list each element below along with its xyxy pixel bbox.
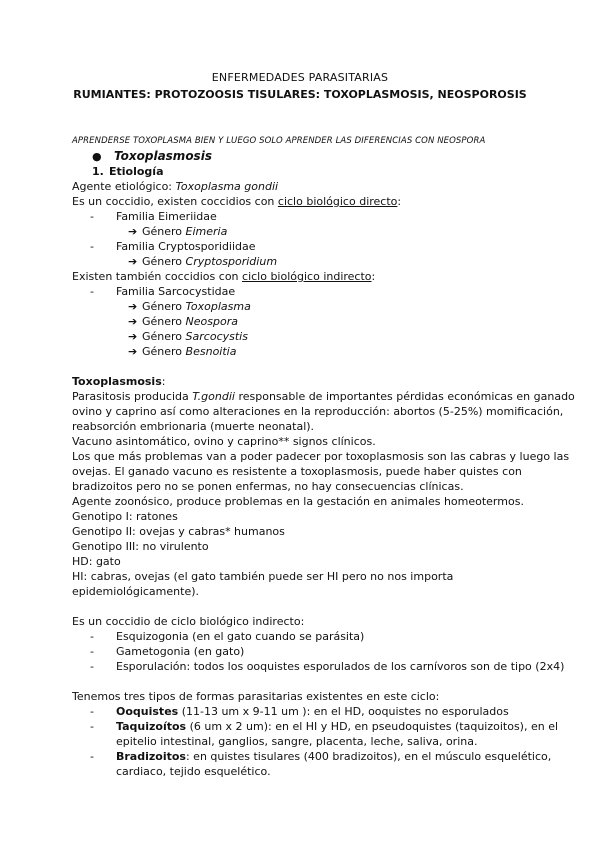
arrow-icon: ➔ — [128, 315, 138, 328]
direct-post: : — [397, 195, 402, 208]
toxo-heading — [72, 374, 165, 389]
paragraph-line: Genotipo II: ovejas y cabras* humanos — [72, 525, 285, 538]
paragraph-line: bradizoitos pero no se ponen enfermas, no hay consecuencias clínicas. — [72, 480, 464, 493]
genus-item — [128, 299, 251, 314]
subsection-heading — [92, 164, 164, 179]
paragraph-line: ovino y caprino así como alteraciones en la reproducción: abortos (5-25%) momificación, — [72, 405, 564, 418]
dash-marker: - — [90, 240, 94, 253]
dash-marker: - — [90, 630, 94, 643]
paragraph-line: Los que más problemas van a poder padecer por toxoplasmosis son las cabras y luego las — [72, 450, 570, 463]
arrow-icon: ➔ — [128, 330, 138, 343]
agent-name: Toxoplasma gondii — [175, 180, 279, 193]
forms-intro: Tenemos tres tipos de formas parasitarias existentes en este ciclo: — [72, 690, 440, 703]
bullet-icon: ● — [92, 150, 102, 163]
document-title: ENFERMEDADES PARASITARIAS — [211, 71, 389, 84]
family-label: Familia Cryptosporidiidae — [116, 240, 256, 253]
genus-item — [128, 224, 227, 239]
form-name: Bradizoitos — [116, 750, 186, 763]
arrow-icon: ➔ — [128, 300, 138, 313]
dash-marker: - — [90, 705, 94, 718]
family-item — [90, 239, 256, 254]
indirect-cycle-line — [72, 269, 375, 284]
cycle-item — [90, 644, 244, 659]
paragraph-line: Genotipo III: no virulento — [72, 540, 209, 553]
form-item — [90, 704, 509, 719]
indirect-post: : — [371, 270, 376, 283]
subsection-title: Etiología — [109, 165, 164, 178]
paragraph-line: epidemiológicamente). — [72, 585, 199, 598]
toxo-heading-text: Toxoplasmosis — [72, 375, 162, 388]
toxo-heading-colon: : — [161, 375, 166, 388]
paragraph-line: reabsorción embrionaria (muerte neonatal). — [72, 420, 315, 433]
genus-label: Género — [142, 345, 186, 358]
paragraph-line: Vacuno asintomático, ovino y caprino** signos clínicos. — [72, 435, 376, 448]
text-run: responsable de importantes pérdidas económicas en ganado — [234, 390, 575, 403]
text-run: Parasitosis producida — [72, 390, 193, 403]
form-item — [90, 749, 551, 764]
indirect-pre: Existen también coccidios con — [72, 270, 243, 283]
arrow-icon: ➔ — [128, 225, 138, 238]
form-text: : en quistes tisulares (400 bradizoitos), en el músculo esquelético, — [185, 750, 552, 763]
genus-item — [128, 254, 277, 269]
paragraph-line: HI: cabras, ovejas (el gato también puede ser HI pero no nos importa — [72, 570, 454, 583]
genus-name: Sarcocystis — [185, 330, 248, 343]
direct-cycle-term: ciclo biológico directo — [277, 195, 398, 208]
section-heading — [92, 149, 212, 164]
cycle-item — [90, 629, 364, 644]
dash-marker: - — [90, 285, 94, 298]
genus-label: Género — [142, 225, 186, 238]
dash-marker: - — [90, 720, 94, 733]
cycle-item-text: Esporulación: todos los ooquistes esporulados de los carnívoros son de tipo (2x4) — [116, 660, 565, 673]
paragraph-line: HD: gato — [72, 555, 121, 568]
document-subtitle: RUMIANTES: PROTOZOOSIS TISULARES: TOXOPLASMOSIS, NEOSPOROSIS — [73, 88, 527, 101]
form-name: Ooquistes — [116, 705, 179, 718]
family-item — [90, 284, 235, 299]
paragraph-line: Agente zoonósico, produce problemas en la gestación en animales homeotermos. — [72, 495, 524, 508]
direct-pre: Es un coccidio, existen coccidios con — [72, 195, 278, 208]
genus-name: Toxoplasma — [185, 300, 251, 313]
form-text: (6 um x 2 um): en el HI y HD, en pseudoquistes (taquizoitos), en el — [186, 720, 559, 733]
genus-name: Neospora — [185, 315, 238, 328]
family-item — [90, 209, 217, 224]
genus-label: Género — [142, 315, 186, 328]
cycle-item-text: Gametogonia (en gato) — [116, 645, 245, 658]
genus-item — [128, 314, 238, 329]
family-label: Familia Sarcocystidae — [116, 285, 236, 298]
study-note: APRENDERSE TOXOPLASMA BIEN Y LUEGO SOLO APRENDER LAS DIFERENCIAS CON NEOSPORA — [72, 136, 486, 146]
genus-name: Cryptosporidium — [185, 255, 278, 268]
paragraph-line: Genotipo I: ratones — [72, 510, 178, 523]
agent-line — [72, 179, 278, 194]
genus-item — [128, 344, 236, 359]
cycle-item-text: Esquizogonia (en el gato cuando se parásita) — [116, 630, 365, 643]
cycle-intro: Es un coccidio de ciclo biológico indirecto: — [72, 615, 305, 628]
genus-name: Eimeria — [185, 225, 228, 238]
species-name: T.gondii — [192, 390, 235, 403]
direct-cycle-line — [72, 194, 401, 209]
arrow-icon: ➔ — [128, 345, 138, 358]
genus-label: Género — [142, 255, 186, 268]
section-title: Toxoplasmosis — [114, 149, 212, 163]
dash-marker: - — [90, 645, 94, 658]
form-name: Taquizoítos — [116, 720, 187, 733]
cycle-item — [90, 659, 564, 674]
agent-label: Agente etiológico: — [72, 180, 176, 193]
family-label: Familia Eimeriidae — [116, 210, 217, 223]
genus-label: Género — [142, 300, 186, 313]
paragraph-line — [72, 389, 575, 404]
indirect-cycle-term: ciclo biológico indirecto — [242, 270, 372, 283]
form-item-continuation: epitelio intestinal, ganglios, sangre, placenta, leche, saliva, orina. — [116, 735, 478, 748]
paragraph-line: ovejas. El ganado vacuno es resistente a toxoplasmosis, puede haber quistes con — [72, 465, 522, 478]
form-item — [90, 719, 558, 734]
form-item-continuation: cardiaco, tejido esquelético. — [116, 765, 271, 778]
arrow-icon: ➔ — [128, 255, 138, 268]
subsection-number: 1. — [92, 165, 104, 178]
dash-marker: - — [90, 750, 94, 763]
genus-label: Género — [142, 330, 186, 343]
dash-marker: - — [90, 210, 94, 223]
genus-item — [128, 329, 248, 344]
dash-marker: - — [90, 660, 94, 673]
genus-name: Besnoitia — [185, 345, 237, 358]
form-text: (11-13 um x 9-11 um ): en el HD, ooquistes no esporulados — [178, 705, 509, 718]
